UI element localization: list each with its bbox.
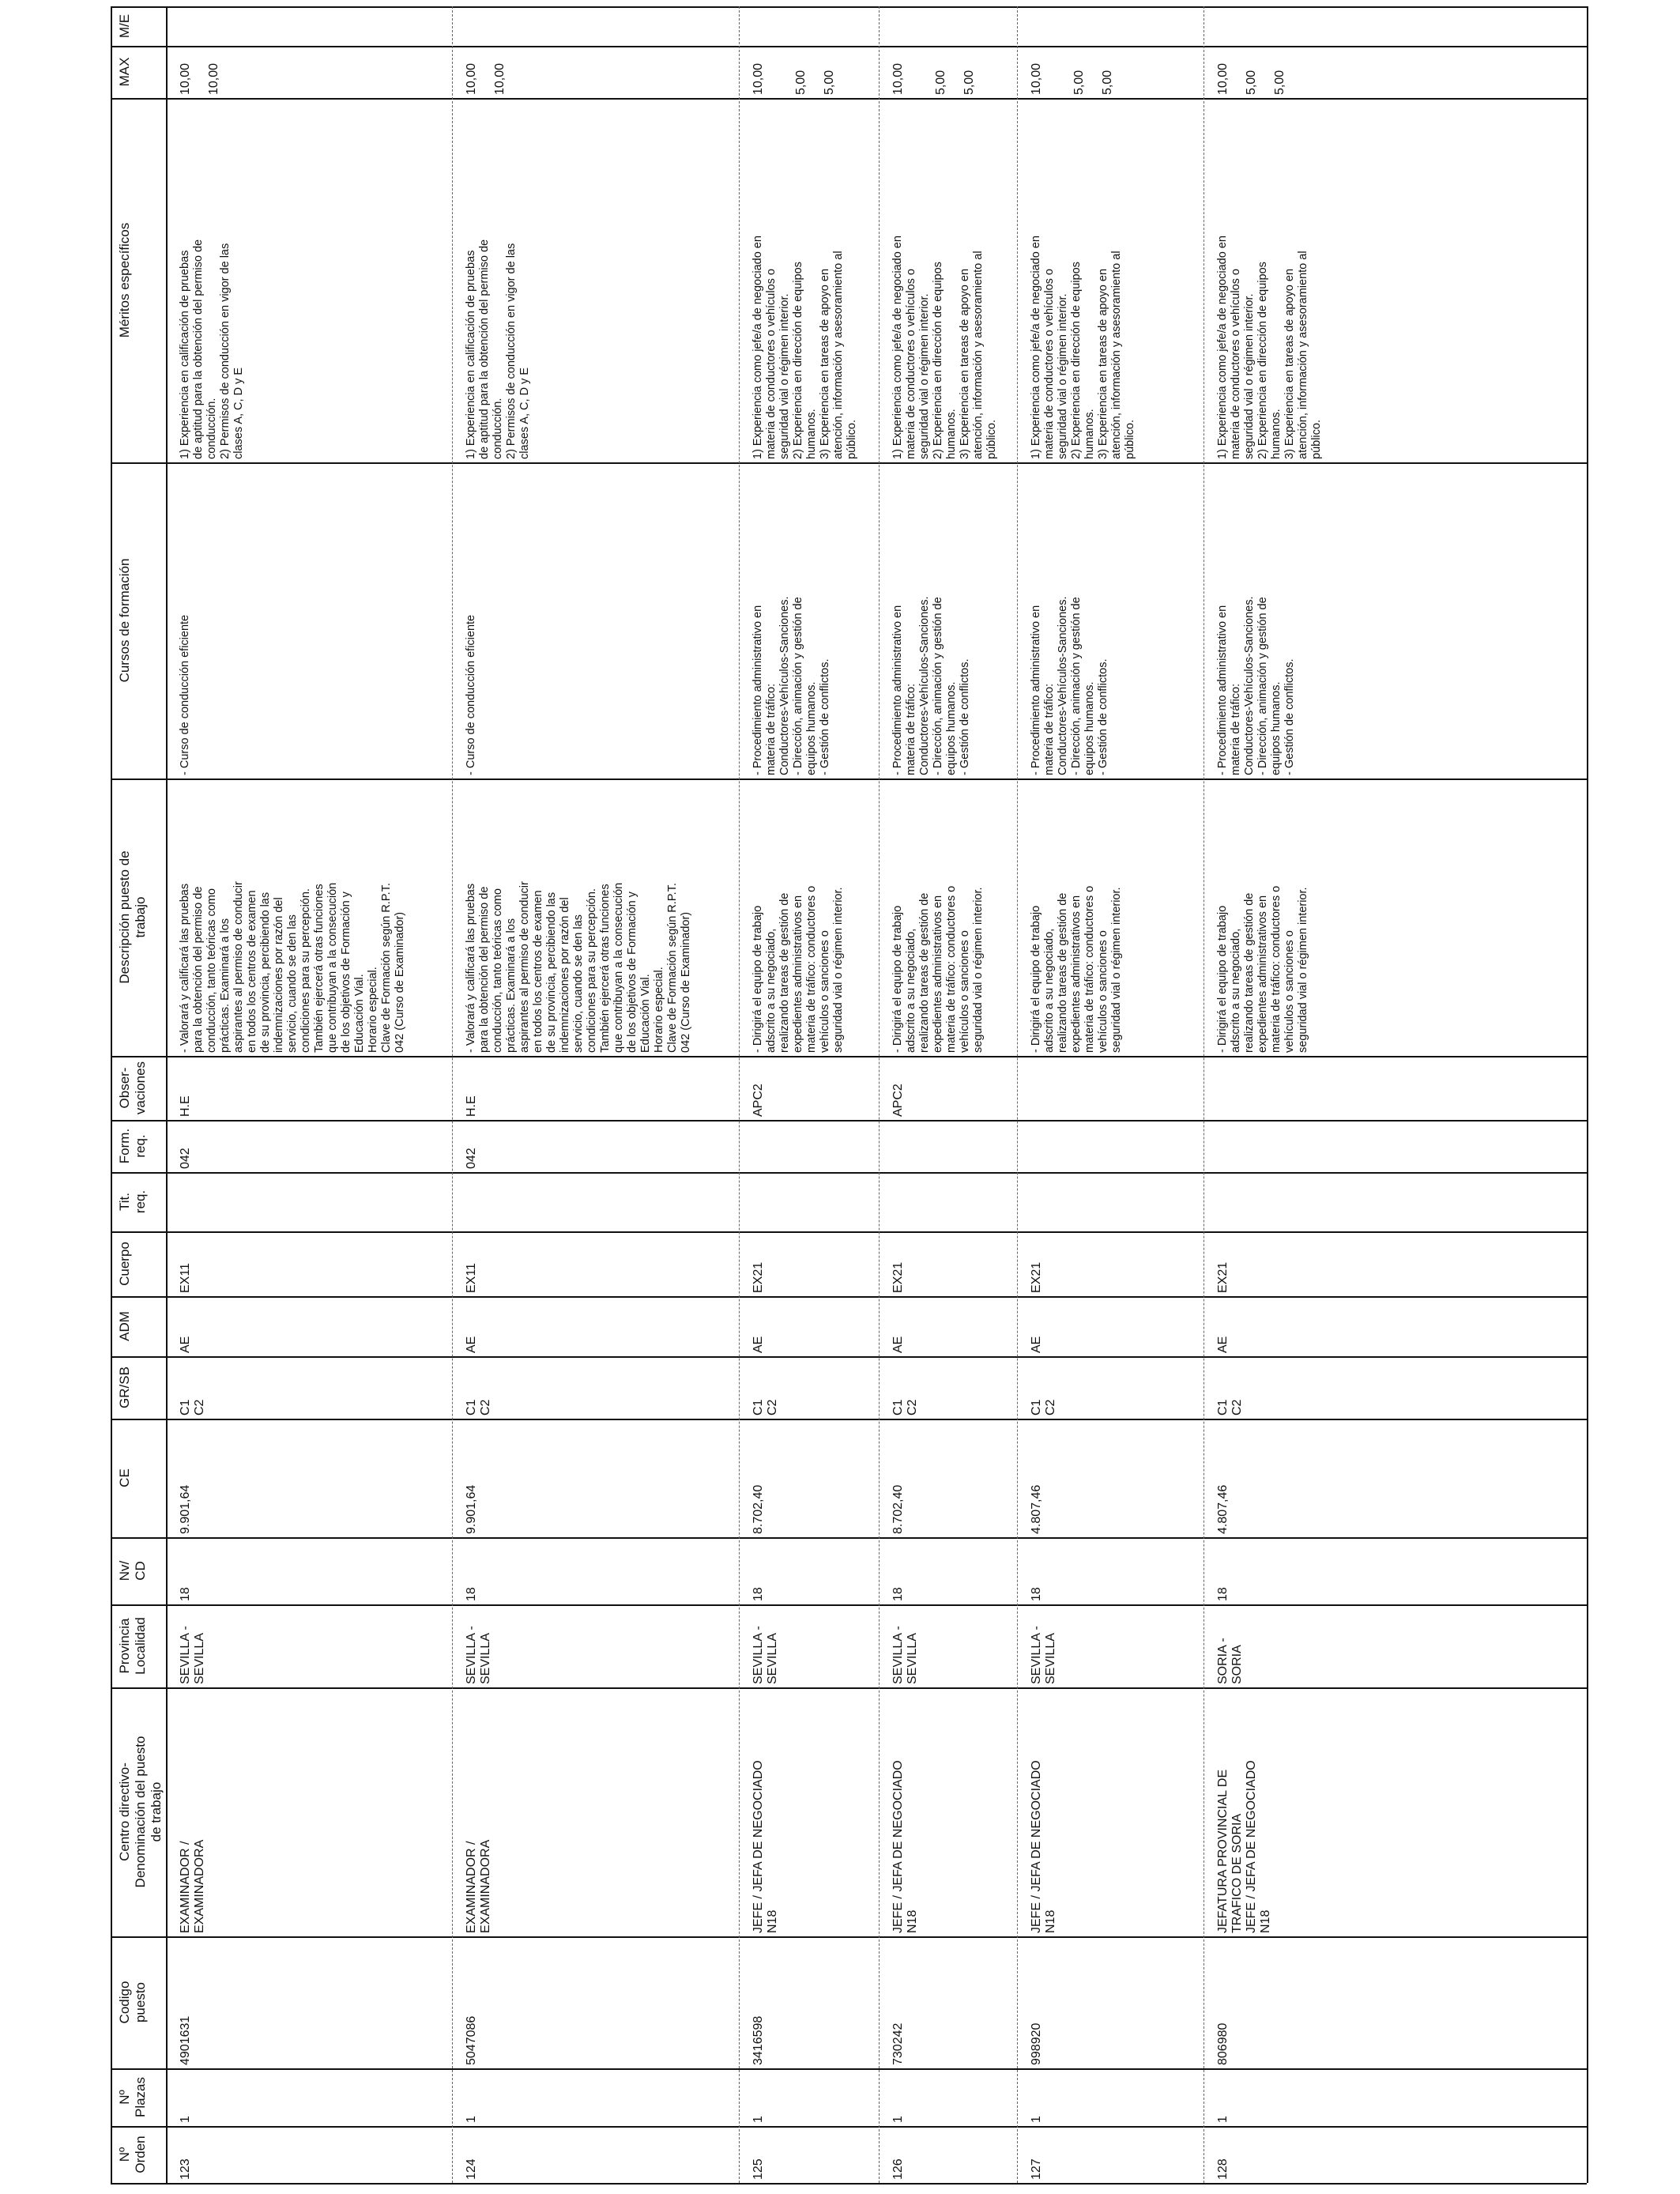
row-separator — [452, 6, 453, 2183]
cell-adm: AE — [465, 1336, 478, 1353]
column-separator — [111, 1120, 1587, 1122]
cell-descripcion: - Valorará y calificará las pruebas para la obtención del permiso de conducción, tanto teóricas como prácticas. Examinará a los aspirantes al permiso de conducir en todos los centros de examen de su provincia, percibiendo las indemnizaciones por razón del servicio, cuando se den las condiciones para su percepción. También ejercerá otras funciones que contribuyan a la consecución de los objetivos de Formación y Educación Vial. Horario especial. Clave de Formación según R.P.T. 042 (Curso de Examinador) — [465, 881, 692, 1053]
column-separator — [111, 98, 1587, 100]
cell-codigo: 5047086 — [465, 2015, 478, 2065]
cell-cursos: - Curso de conducción eficiente — [179, 614, 191, 775]
header-form: Form. req. — [117, 1128, 148, 1164]
cell-meritos: 1) Experiencia en calificación de pruebas de aptitud para la obtención del permiso de conducción. 2) Permisos de conducción en vigor de las clases A, C, D y E — [465, 239, 531, 459]
cell-codigo: 806980 — [1216, 2022, 1230, 2065]
cell-grupo: C1 C2 — [179, 1399, 206, 1416]
table-border-bottom — [111, 2183, 1587, 2185]
header-ce: CE — [117, 1468, 132, 1487]
cell-centro: JEFE / JEFA DE NEGOCIADO N18 — [891, 1760, 919, 1933]
header-me: M/E — [117, 13, 132, 39]
cell-plazas: 1 — [751, 2116, 765, 2123]
cell-meritos: 1) Experiencia en calificación de pruebas de aptitud para la obtención del permiso de conducción. 2) Permisos de conducción en vigor de las clases A, C, D y E — [179, 239, 245, 459]
column-separator — [111, 1419, 1587, 1420]
cell-codigo: 998920 — [1030, 2022, 1043, 2065]
header-plazas: Nº Plazas — [117, 2076, 148, 2118]
cell-max: 10,00 10,00 — [465, 62, 507, 95]
cell-descripcion: - Dirigirá el equipo de trabajo adscrito a su negociado, realizando tareas de gestión de expedientes administrativos en materia de tráfico: conductores o vehículos o sanciones o seguridad vial o régimen interior. — [751, 885, 845, 1053]
header-codigo: Codigo puesto — [117, 1981, 148, 2024]
header-centro: Centro directivo- Denominación del puesto de trabajo — [117, 1736, 164, 1888]
cell-orden: 123 — [179, 2158, 192, 2180]
cell-adm: AE — [1216, 1336, 1230, 1353]
header-orden: Nº Orden — [117, 2136, 148, 2173]
column-separator — [111, 1687, 1587, 1689]
cell-grupo: C1 C2 — [891, 1399, 919, 1416]
cell-grupo: C1 C2 — [465, 1399, 492, 1416]
cell-plazas: 1 — [1030, 2116, 1043, 2123]
row-separator — [739, 6, 740, 2183]
cell-obs: APC2 — [891, 1084, 905, 1117]
cell-max: 10,00 5,00 5,00 — [751, 62, 836, 95]
header-nivel: Nv/ CD — [117, 1560, 148, 1581]
header-meritos: Méritos específicos — [117, 222, 132, 338]
cell-orden: 127 — [1030, 2158, 1043, 2180]
cell-orden: 126 — [891, 2158, 905, 2180]
cell-orden: 124 — [465, 2158, 478, 2180]
table-border-left — [111, 6, 112, 2183]
cell-cursos: - Procedimiento administrativo en materia de tráfico: Conductores-Vehículos-Sanciones. - Dirección, animación y gestión de equipos humanos. - Gestión de conflictos. — [751, 596, 831, 775]
cell-provincia: SORIA - SORIA — [1216, 1638, 1244, 1684]
cell-cuerpo: EX21 — [1030, 1261, 1043, 1293]
cell-provincia: SEVILLA - SEVILLA — [751, 1626, 779, 1684]
cell-ce: 8.702,40 — [891, 1484, 905, 1534]
cell-provincia: SEVILLA - SEVILLA — [179, 1626, 206, 1684]
cell-grupo: C1 C2 — [1030, 1399, 1057, 1416]
cell-cuerpo: EX21 — [751, 1261, 765, 1293]
cell-plazas: 1 — [179, 2116, 192, 2123]
cell-max: 10,00 5,00 5,00 — [1030, 62, 1114, 95]
cell-nivel: 18 — [751, 1587, 765, 1601]
cell-orden: 128 — [1216, 2158, 1230, 2180]
cell-obs: H.E — [465, 1095, 478, 1117]
column-separator — [111, 2068, 1587, 2070]
cell-grupo: C1 C2 — [1216, 1399, 1244, 1416]
cell-cuerpo: EX21 — [1216, 1261, 1230, 1293]
cell-adm: AE — [179, 1336, 192, 1353]
cell-provincia: SEVILLA - SEVILLA — [1030, 1626, 1057, 1684]
row-separator — [1017, 6, 1018, 2183]
table-border-top — [111, 6, 1587, 8]
cell-centro: EXAMINADOR / EXAMINADORA — [179, 1839, 206, 1933]
column-separator — [111, 1936, 1587, 1938]
cell-cursos: - Curso de conducción eficiente — [465, 614, 477, 775]
cell-nivel: 18 — [179, 1587, 192, 1601]
cell-max: 10,00 5,00 5,00 — [1216, 62, 1286, 95]
cell-codigo: 4901631 — [179, 2015, 192, 2065]
cell-nivel: 18 — [465, 1587, 478, 1601]
column-separator — [111, 2126, 1587, 2128]
column-separator — [111, 1231, 1587, 1233]
column-separator — [111, 462, 1587, 464]
cell-grupo: C1 C2 — [751, 1399, 779, 1416]
header-descripcion: Descripción puesto de trabajo — [117, 850, 148, 984]
cell-meritos: 1) Experiencia como jefe/a de negociado en materia de conductores o vehículos o seguridad vial o régimen interior. 2) Experiencia en dirección de equipos humanos. 3) Experiencia en tareas de apoyo en atención, información y asesoramiento al público. — [751, 236, 858, 459]
cell-cuerpo: EX11 — [465, 1263, 478, 1293]
cell-adm: AE — [891, 1336, 905, 1353]
column-separator — [111, 1296, 1587, 1298]
cell-ce: 8.702,40 — [751, 1484, 765, 1534]
cell-max: 10,00 10,00 — [179, 62, 220, 95]
cell-plazas: 1 — [891, 2116, 905, 2123]
cell-descripcion: - Dirigirá el equipo de trabajo adscrito a su negociado, realizando tareas de gestión de expedientes administrativos en materia de tráfico: conductores o vehículos o sanciones o seguridad vial o régimen interior. — [1030, 885, 1123, 1053]
cell-orden: 125 — [751, 2158, 765, 2180]
row-separator — [879, 6, 880, 2183]
cell-plazas: 1 — [1216, 2116, 1230, 2123]
cell-obs: H.E — [179, 1095, 192, 1117]
cell-centro: JEFE / JEFA DE NEGOCIADO N18 — [751, 1760, 779, 1933]
column-separator — [111, 1537, 1587, 1539]
cell-adm: AE — [751, 1336, 765, 1353]
cell-form: 042 — [179, 1148, 192, 1169]
cell-cuerpo: EX21 — [891, 1261, 905, 1293]
cell-max: 10,00 5,00 5,00 — [891, 62, 976, 95]
cell-descripcion: - Dirigirá el equipo de trabajo adscrito a su negociado, realizando tareas de gestión de expedientes administrativos en materia de tráfico: conductores o vehículos o sanciones o seguridad vial o régimen interior. — [891, 885, 985, 1053]
header-tit: Tit. req. — [117, 1189, 148, 1214]
header-separator — [166, 6, 168, 2183]
cell-cursos: - Procedimiento administrativo en materia de tráfico: Conductores-Vehículos-Sanciones. - Dirección, animación y gestión de equipos humanos. - Gestión de conflictos. — [891, 596, 971, 775]
row-separator — [1203, 6, 1204, 2183]
header-provincia: Provincia Localidad — [117, 1617, 148, 1675]
cell-form: 042 — [465, 1148, 478, 1169]
cell-meritos: 1) Experiencia como jefe/a de negociado en materia de conductores o vehículos o seguridad vial o régimen interior. 2) Experiencia en dirección de equipos humanos. 3) Experiencia en tareas de apoyo en atención, información y asesoramiento al público. — [1216, 236, 1323, 459]
cell-adm: AE — [1030, 1336, 1043, 1353]
cell-ce: 9.901,64 — [465, 1484, 478, 1534]
cell-obs: APC2 — [751, 1084, 765, 1117]
column-separator — [111, 1056, 1587, 1057]
column-separator — [111, 778, 1587, 780]
header-cuerpo: Cuerpo — [117, 1242, 132, 1286]
column-separator — [111, 1356, 1587, 1358]
cell-nivel: 18 — [1030, 1587, 1043, 1601]
cell-descripcion: - Valorará y calificará las pruebas para la obtención del permiso de conducción, tanto teóricas como prácticas. Examinará a los aspirantes al permiso de conducir en todos los centros de examen de su provincia, percibiendo las indemnizaciones por razón del servicio, cuando se den las condiciones para su percepción. También ejercerá otras funciones que contribuyan a la consecución de los objetivos de Formación y Educación Vial. Horario especial. Clave de Formación según R.P.T. 042 (Curso de Examinador) — [179, 881, 406, 1053]
cell-nivel: 18 — [1216, 1587, 1230, 1601]
cell-ce: 9.901,64 — [179, 1484, 192, 1534]
cell-codigo: 3416598 — [751, 2015, 765, 2065]
cell-cuerpo: EX11 — [179, 1263, 192, 1293]
cell-meritos: 1) Experiencia como jefe/a de negociado en materia de conductores o vehículos o seguridad vial o régimen interior. 2) Experiencia en dirección de equipos humanos. 3) Experiencia en tareas de apoyo en atención, información y asesoramiento al público. — [891, 236, 998, 459]
header-cursos: Cursos de formación — [117, 558, 132, 683]
cell-plazas: 1 — [465, 2116, 478, 2123]
cell-cursos: - Procedimiento administrativo en materia de tráfico: Conductores-Vehículos-Sanciones. - Dirección, animación y gestión de equipos humanos. - Gestión de conflictos. — [1216, 596, 1296, 775]
cell-centro: JEFATURA PROVINCIAL DE TRAFICO DE SORIA JEFE / JEFA DE NEGOCIADO N18 — [1216, 1760, 1272, 1933]
cell-descripcion: - Dirigirá el equipo de trabajo adscrito a su negociado, realizando tareas de gestión de expedientes administrativos en materia de tráfico: conductores o vehículos o sanciones o seguridad vial o régimen interior. — [1216, 885, 1309, 1053]
header-adm: ADM — [117, 1311, 132, 1341]
header-max: MAX — [117, 57, 132, 87]
cell-meritos: 1) Experiencia como jefe/a de negociado en materia de conductores o vehículos o seguridad vial o régimen interior. 2) Experiencia en dirección de equipos humanos. 3) Experiencia en tareas de apoyo en atención, información y asesoramiento al público. — [1030, 236, 1136, 459]
cell-nivel: 18 — [891, 1587, 905, 1601]
cell-provincia: SEVILLA - SEVILLA — [465, 1626, 492, 1684]
cell-codigo: 730242 — [891, 2022, 905, 2065]
column-separator — [111, 1172, 1587, 1174]
column-separator — [111, 46, 1587, 47]
cell-cursos: - Procedimiento administrativo en materia de tráfico: Conductores-Vehículos-Sanciones. - Dirección, animación y gestión de equipos humanos. - Gestión de conflictos. — [1030, 596, 1109, 775]
cell-centro: JEFE / JEFA DE NEGOCIADO N18 — [1030, 1760, 1057, 1933]
header-obs: Obser- vaciones — [117, 1061, 148, 1115]
header-grupo: GR/SB — [117, 1367, 132, 1408]
cell-ce: 4.807,46 — [1216, 1484, 1230, 1534]
cell-provincia: SEVILLA - SEVILLA — [891, 1626, 919, 1684]
table-border-right — [1587, 6, 1588, 2183]
cell-ce: 4.807,46 — [1030, 1484, 1043, 1534]
cell-centro: EXAMINADOR / EXAMINADORA — [465, 1839, 492, 1933]
column-separator — [111, 1604, 1587, 1606]
